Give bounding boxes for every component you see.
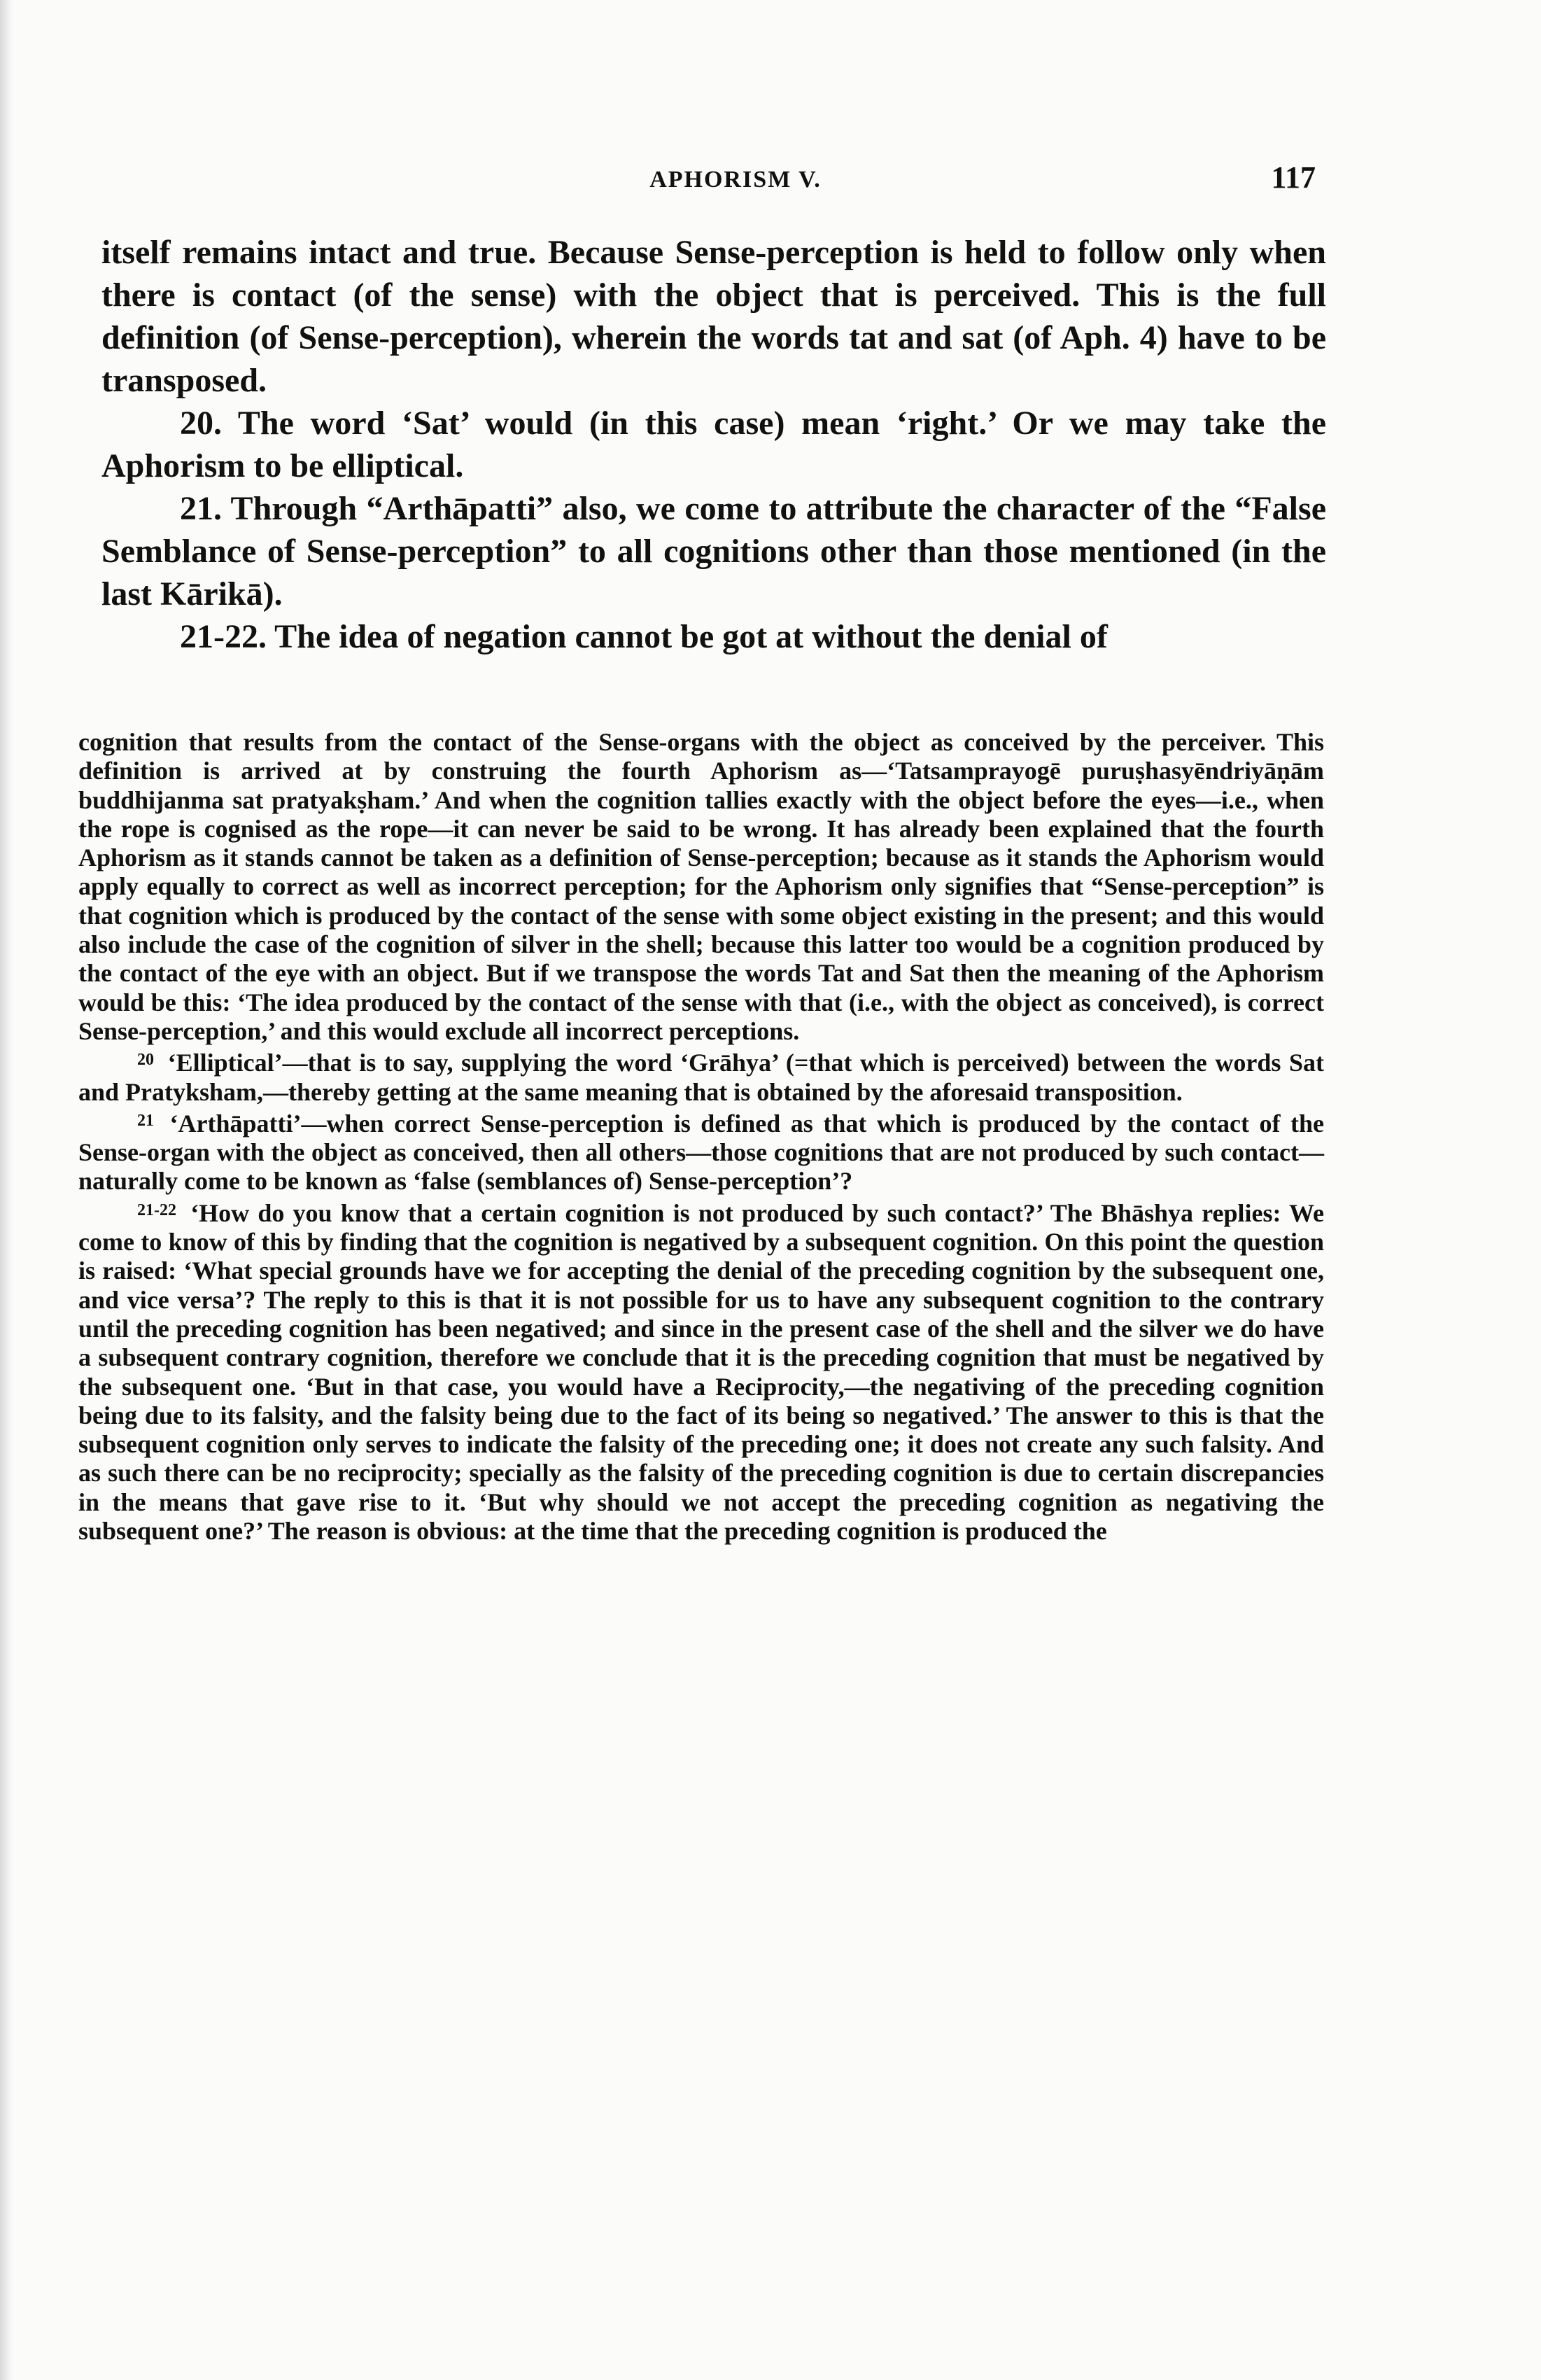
footnote-20-text: ‘Elliptical’—that is to say, supplying the word ‘Grāhya’ (=that which is perceived) between the words Sat and Pratyksham,—thereby getting at the same meaning that is obtained by the aforesaid transposition. (78, 1049, 1325, 1106)
page-number: 117 (1271, 160, 1316, 195)
footnote-21-number: 21 (137, 1111, 154, 1130)
paragraph-21-text: Through “Arthāpatti” also, we come to attribute the character of the “False Semblance of Sense-perception” to all cognitions other than those mentioned (in the last Kārikā). (101, 490, 1326, 612)
footnote-continuation: cognition that results from the contact of the Sense-organs with the object as conceived by the perceiver. This definition is arrived at by construing the fourth Aphorism as—‘Tatsamprayogē puruṣhasyēndriyāṇām buddhijanma sat pratyakṣham.’ And when the cognition tallies exactly with the object before the eyes—i.e., when the rope is cognised as the rope—it can never be said to be wrong. It has already been explained that the fourth Aphorism as it stands cannot be taken as a definition of Sense-perception; because as it stands the Aphorism would apply equally to correct as well as incorrect perception; for the Aphorism only signifies that “Sense-perception” is that cognition which is produced by the contact of the sense with some object existing in the present; and this would also include the case of the cognition of silver in the shell; because this latter too would be a cognition produced by the contact of the eye with an object. But if we transpose the words Tat and Sat then the meaning of the Aphorism would be this: ‘The idea produced by the contact of the sense with that (i.e., with the object as conceived), is correct Sense-perception,’ and this would exclude all incorrect perceptions. (78, 728, 1324, 1045)
paragraph-20-number: 20. (180, 405, 222, 442)
footnote-21-text: ‘Arthāpatti’—when correct Sense-perception is defined as that which is produced by the contact of the Sense-organ with the object as conceived, then all others—those cognitions that are not produced by such contact—naturally come to be known as ‘false (semblances of) Sense-perception’? (78, 1109, 1325, 1196)
paragraph-21-22 (101, 615, 1326, 658)
running-head: APHORISM V. (649, 167, 822, 192)
paragraph-21-number: 21. (180, 490, 222, 527)
footnote-21-22-text: ‘How do you know that a certain cognition is not produced by such contact?’ The Bhāshya replies: We come to know of this by finding that the cognition is negatived by a subsequent cognition. On this point the question is raised: ‘What special grounds have we for accepting the denial of the preceding cognition by the subsequent one, and vice versa’? The reply to this is that it is not possible for us to have any subsequent cognition to the contrary until the preceding cognition has been negatived; and since in the present case of the shell and the silver we do have a subsequent contrary cognition, therefore we conclude that it is the preceding cognition that must be negatived by the subsequent one. ‘But in that case, you would have a Reciprocity,—the negativing of the preceding cognition being due to its falsity, and the falsity being due to the fact of its being so negatived.’ The answer to this is that the subsequent cognition only serves to indicate the falsity of the preceding one; it does not create any such falsity. And as such there can be no reciprocity; specially as the falsity of the preceding cognition is due to certain discrepancies in the means that gave rise to it. ‘But why should we not accept the preceding cognition as negativing the subsequent one?’ The reason is obvious: at the time that the preceding cognition is produced the (78, 1198, 1325, 1546)
footnote-21 (78, 1107, 1324, 1196)
paragraph-20 (101, 402, 1326, 487)
footnote-20-number: 20 (137, 1051, 154, 1070)
footnote-20 (78, 1046, 1324, 1107)
main-text (101, 231, 1326, 658)
paragraph-20-text: The word ‘Sat’ would (in this case) mean ‘right.’ Or we may take the Aphorism to be elliptical. (101, 405, 1326, 484)
scan-left-edge (0, 0, 14, 2380)
footnote-21-22-number: 21-22 (137, 1200, 176, 1219)
paragraph-21-22-number: 21-22. (180, 618, 267, 655)
opening-paragraph: itself remains intact and true. Because Sense-perception is held to follow only when there is contact (of the sense) with the object that is perceived. This is the full definition (of Sense-perception), wherein the words tat and sat (of Aph. 4) have to be transposed. (101, 234, 1326, 399)
paragraph-21 (101, 487, 1326, 615)
footnote-21-22 (78, 1196, 1324, 1546)
footnotes (78, 728, 1324, 1546)
paragraph-21-22-text: The idea of negation cannot be got at without the denial of (274, 618, 1108, 655)
